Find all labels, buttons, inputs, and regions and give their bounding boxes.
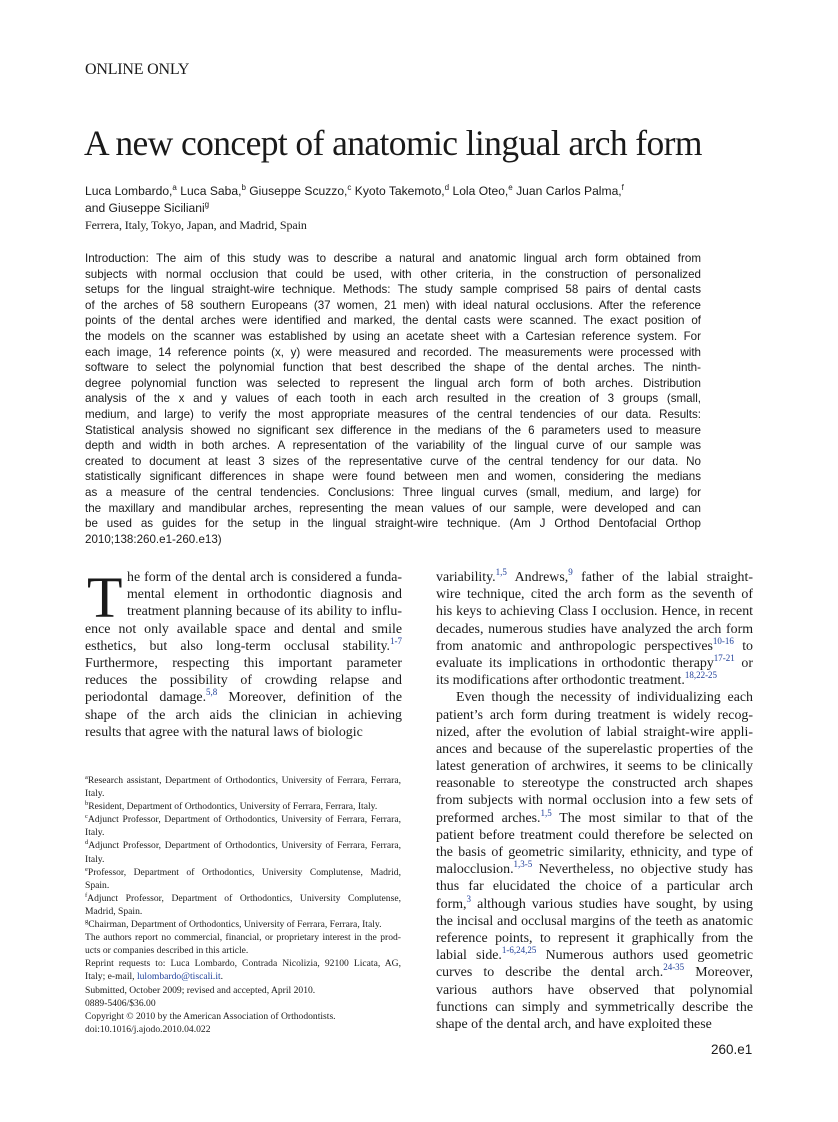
body-text: various authors have observed that polynomial <box>436 982 753 998</box>
article-title: A new concept of anatomic lingual arch form <box>84 123 702 163</box>
body-line <box>85 655 402 672</box>
body-line <box>436 827 753 844</box>
footnote-line <box>85 826 401 839</box>
body-text: treatment planning because of its ability to influ- <box>127 604 402 620</box>
footnote-text: Resident, Department of Orthodontics, University of Ferrara, Ferrara, Italy. <box>88 801 378 813</box>
body-line <box>436 635 753 655</box>
body-line <box>436 707 753 724</box>
body-line <box>436 603 753 620</box>
body-text: Moreover, definition of the <box>217 690 402 706</box>
footnote-line <box>85 1010 401 1023</box>
author: Giuseppe Scuzzo,$^c$ <box>249 183 352 198</box>
body-line <box>85 586 402 603</box>
footnote-text: The authors report no commercial, financial, or proprietary interest in the prod- <box>85 932 401 944</box>
abstract-line: degree polynomial function was selected to represent the lingual arch form of both arches. Distribution <box>85 376 701 390</box>
body-line <box>436 586 753 603</box>
body-text: although various studies have sought, by using <box>470 896 753 912</box>
body-line <box>436 807 753 827</box>
body-text: decades, numerous studies have analyzed the arch form <box>436 621 753 637</box>
body-line <box>436 913 753 930</box>
footnote-line <box>85 918 401 931</box>
footnote-text: ucts or companies described in this article. <box>85 945 249 957</box>
abstract-line: subjects with normal occlusion that could be used, with other criteria, in the construction of personalized <box>85 267 701 281</box>
body-text: ances and because of the superelastic properties of the <box>436 741 753 757</box>
author: Luca Lombardo,$^a$ <box>85 183 177 198</box>
footnote-text: . <box>220 971 224 983</box>
footnote-text: Italy. <box>85 827 105 839</box>
citation-link[interactable]: 5,8 <box>206 687 218 698</box>
citation-link[interactable]: 1,5 <box>540 807 552 818</box>
footnote-line <box>85 800 401 813</box>
body-line <box>436 724 753 741</box>
abstract-line: as a measure of the central tendencies. Conclusions: Three lingual curves (small, medium, and large) for <box>85 485 701 499</box>
body-line <box>436 947 753 964</box>
citation-link[interactable]: 10-16 <box>712 635 734 646</box>
body-text: evaluate its implications in orthodontic therapy <box>436 655 714 671</box>
abstract-line: Statistical analysis showed no significant sex difference in the medians of the 6 parameters used to measure <box>85 423 701 437</box>
author: and Giuseppe Siciliani$^g$ <box>85 199 210 215</box>
footnote-marker: a <box>85 774 88 781</box>
abstract-line: medium, and large) to verify the most appropriate measures of the central tendencies of our data. Results: <box>85 407 701 421</box>
body-text: ence not only available space and dental and smile <box>85 621 402 637</box>
body-text: preformed arches. <box>436 810 541 826</box>
body-text: Numerous authors used geometric <box>536 948 753 964</box>
footnote-text: Adjunct Professor, Department of Orthodontics, University of Ferrara, Ferrara, <box>88 840 401 852</box>
abstract-line: points of the dental arches were identified and marked, the dental casts were scanned. The exact position of <box>85 314 701 328</box>
section-label: ONLINE ONLY <box>85 61 190 78</box>
footnote-line <box>85 813 401 826</box>
footnote-text: Reprint requests to: Luca Lombardo, Contrada Nicolizia, 92100 Licata, AG, <box>85 958 401 970</box>
body-text: patient’s arch form during treatment is widely recog- <box>436 707 753 723</box>
footnote-line <box>85 774 401 787</box>
footnote-line <box>85 866 401 879</box>
body-line <box>85 707 402 724</box>
footnote-marker: c <box>85 813 88 821</box>
body-text: the basis of geometric similarity, ethnicity, and type of <box>436 845 753 860</box>
body-text: to <box>733 638 753 654</box>
abstract-line: Introduction: The aim of this study was to describe a natural and anatomic lingual arch form obtained from <box>85 252 701 265</box>
body-line <box>436 878 753 895</box>
abstract-line: of the arches of 58 southern Europeans (37 women, 21 men) with ideal natural occlusions. After the reference <box>85 298 701 312</box>
footnote-line <box>85 892 401 905</box>
footnote-line <box>85 879 401 892</box>
citation-link[interactable]: 9 <box>568 567 573 577</box>
body-text: mental element in orthodontic diagnosis and <box>127 587 402 603</box>
body-text: his keys to achieving Class I occlusion. Hence, in recent <box>436 604 753 620</box>
footnote-line <box>85 905 401 918</box>
body-text: reasonable to stereotype the constructed arch shapes <box>436 776 753 792</box>
body-text: nized, after the evolution of labial straight-wire appli- <box>436 724 753 740</box>
footnote-text: Submitted, October 2009; revised and accepted, April 2010. <box>85 984 316 996</box>
abstract-line: analysis of the x and y values of each tooth in each arch resulted in the creation of 3 groups (small, <box>85 392 701 406</box>
abstract-line: be used as guides for the setup in the lingual straight-wire technique. (Am J Orthod Dentofacial Orthop <box>85 517 701 531</box>
footnote-line <box>85 1023 401 1036</box>
citation-link[interactable]: 17-21 <box>713 652 735 663</box>
footnote-text: Italy. <box>85 788 105 800</box>
footnote-text: Italy. <box>85 853 105 865</box>
abstract-line: 2010;138:260.e1-260.e13) <box>85 532 222 546</box>
body-text: curves to describe the dental arch. <box>436 965 664 981</box>
footnote-text: Research assistant, Department of Orthodontics, University of Ferrara, Ferrara, <box>87 775 401 786</box>
body-text: esthetics, but also long-term occlusal stability. <box>85 638 390 654</box>
body-line <box>436 1016 753 1033</box>
body-text: Furthermore, respecting this important parameter <box>85 655 402 671</box>
citation-link[interactable]: 1,5 <box>495 567 507 577</box>
body-line <box>436 741 753 758</box>
body-line <box>85 689 402 706</box>
footnote-text: Madrid, Spain. <box>85 905 143 917</box>
body-text: Moreover, <box>684 965 753 981</box>
abstract-line: the maxillary and mandibular arches, representing the mean values of our sample, were developed and can <box>85 501 701 515</box>
body-line <box>436 964 753 981</box>
body-line <box>85 672 402 689</box>
footnote-text: Adjunct Professor, Department of Orthodontics, University of Ferrara, Ferrara, <box>87 814 401 826</box>
body-text: periodontal damage. <box>85 690 207 706</box>
body-text: from subjects with normal occlusion into a few sets of <box>436 793 753 809</box>
body-text: or <box>734 655 753 671</box>
author-footnotes <box>85 774 401 1036</box>
body-text: malocclusion. <box>436 862 514 878</box>
body-text: thus far elucidated the choice of a particular arch <box>436 879 753 895</box>
footnote-line <box>85 984 401 997</box>
footnote-marker: f <box>85 891 88 899</box>
body-text: The most similar to that of the <box>551 810 753 826</box>
abstract-line: depth and width in both arches. A representation of the variability of the lingual curve of our sample was <box>85 439 701 453</box>
body-text: its modifications after orthodontic treatment. <box>436 673 685 689</box>
body-line <box>436 569 753 586</box>
citation-link[interactable]: 1-6,24,25 <box>501 945 537 956</box>
abstract-line: setups for the lingual straight-wire technique. Methods: The study sample comprised 58 pairs of dental casts <box>85 283 701 297</box>
footnote-text: Italy; e-mail, <box>85 971 137 983</box>
author: Kyoto Takemoto,$^d$ <box>354 183 450 198</box>
citation-link[interactable]: 1,3-5 <box>513 859 533 870</box>
abstract-line: software to select the polynomial function that best described the shape of the dental arches. The ninth- <box>85 361 701 375</box>
citation-link[interactable]: 24-35 <box>663 962 685 973</box>
body-text: shape of the arch aids the clinician in achieving <box>85 707 402 723</box>
abstract-line: created to document at least 3 sizes of the representative curve of the central tendency for our data. No <box>85 454 701 468</box>
citation-link[interactable]: 1-7 <box>390 635 402 646</box>
body-line <box>436 672 753 689</box>
body-line <box>436 844 753 861</box>
page-number: 260.e1 <box>711 1042 753 1057</box>
body-line <box>436 982 753 999</box>
footnote-text: 0889-5406/$36.00 <box>85 997 156 1009</box>
body-text: the incisal and occlusal margins of the teeth as anatomic <box>436 913 753 929</box>
body-line <box>85 603 402 620</box>
body-text: reference points, to represent it graphically from the <box>436 930 753 946</box>
body-column-left <box>85 565 402 741</box>
body-text: Andrews, <box>506 570 569 585</box>
body-line <box>85 635 402 655</box>
body-line <box>436 689 753 706</box>
body-line <box>436 792 753 809</box>
body-line <box>85 621 402 638</box>
body-text: patient before treatment could therefore be selected on <box>436 827 753 843</box>
abstract-line: the models on the scanner was established by using an acetate sheet with a Cartesian reference system. For <box>85 329 701 343</box>
author-list <box>85 183 725 216</box>
footnote-text: doi:10.1016/j.ajodo.2010.04.022 <box>85 1023 211 1035</box>
footnote-marker: e <box>85 865 88 873</box>
footnote-marker: g <box>85 918 89 926</box>
author: Lola Oteo,$^e$ <box>452 183 513 198</box>
body-line <box>436 775 753 792</box>
footnote-line <box>85 931 401 944</box>
body-text: Nevertheless, no objective study has <box>532 862 753 878</box>
footnote-line <box>85 997 401 1010</box>
body-line <box>436 999 753 1016</box>
abstract <box>85 251 701 547</box>
author: Luca Saba,$^b$ <box>180 183 246 198</box>
body-column-right <box>436 569 753 1033</box>
footnote-text: Adjunct Professor, Department of Orthodontics, University Complutense, <box>87 892 401 904</box>
drop-cap: T <box>87 565 123 630</box>
email-link[interactable]: lulombardo@tiscali.it <box>136 971 221 983</box>
body-text: latest generation of archwires, it seems to be clinically <box>436 759 753 775</box>
body-text: reduces the possibility of crowding relapse and <box>85 673 402 689</box>
body-text: variability. <box>436 570 496 585</box>
footnote-line <box>85 839 401 852</box>
body-text: form, <box>436 896 467 912</box>
body-text: he form of the dental arch is considered a funda- <box>127 570 402 585</box>
body-line <box>436 621 753 638</box>
body-line <box>436 861 753 878</box>
citation-link[interactable]: 18,22-25 <box>684 670 718 681</box>
body-text: from anatomic and anthropologic perspectives <box>436 638 713 654</box>
citation-link[interactable]: 3 <box>466 893 471 904</box>
body-line <box>85 724 402 741</box>
footnote-line <box>85 787 401 800</box>
body-text: father of the labial straight- <box>572 570 753 585</box>
footnote-line <box>85 944 401 957</box>
footnote-marker: d <box>85 839 89 847</box>
body-line <box>436 893 753 913</box>
abstract-line: each image, 14 reference points (x, y) were measured and recorded. The measurements were processed with <box>85 345 701 359</box>
body-text: labial side. <box>436 948 502 964</box>
abstract-line: statistically significant differences in shape were found between men and women, considering the medians <box>85 470 701 484</box>
footnote-line <box>85 970 401 983</box>
footnote-text: Chairman, Department of Orthodontics, University of Ferrara, Ferrara, Italy. <box>88 919 382 931</box>
footnote-line <box>85 853 401 866</box>
footnote-text: Professor, Department of Orthodontics, University Complutense, Madrid, <box>87 866 401 878</box>
footnote-line <box>85 957 401 970</box>
footnote-text: Spain. <box>85 879 110 891</box>
author: Juan Carlos Palma,$^f$ <box>516 183 624 198</box>
body-line <box>436 758 753 775</box>
body-line <box>85 569 402 586</box>
body-text: functions can simply and symmetrically describe the <box>436 999 753 1015</box>
body-text: Even though the necessity of individualizing each <box>456 690 753 706</box>
footnote-marker: b <box>85 800 89 808</box>
body-line <box>436 930 753 947</box>
body-text: shape of the dental arch, and have exploited these <box>436 1016 712 1032</box>
body-text: wire technique, cited the arch form as the seventh of <box>436 587 753 603</box>
author-location: Ferrera, Italy, Tokyo, Japan, and Madrid, Spain <box>85 218 307 232</box>
body-text: results that agree with the natural laws of biologic <box>85 724 363 740</box>
footnote-text: Copyright © 2010 by the American Association of Orthodontists. <box>85 1010 336 1022</box>
